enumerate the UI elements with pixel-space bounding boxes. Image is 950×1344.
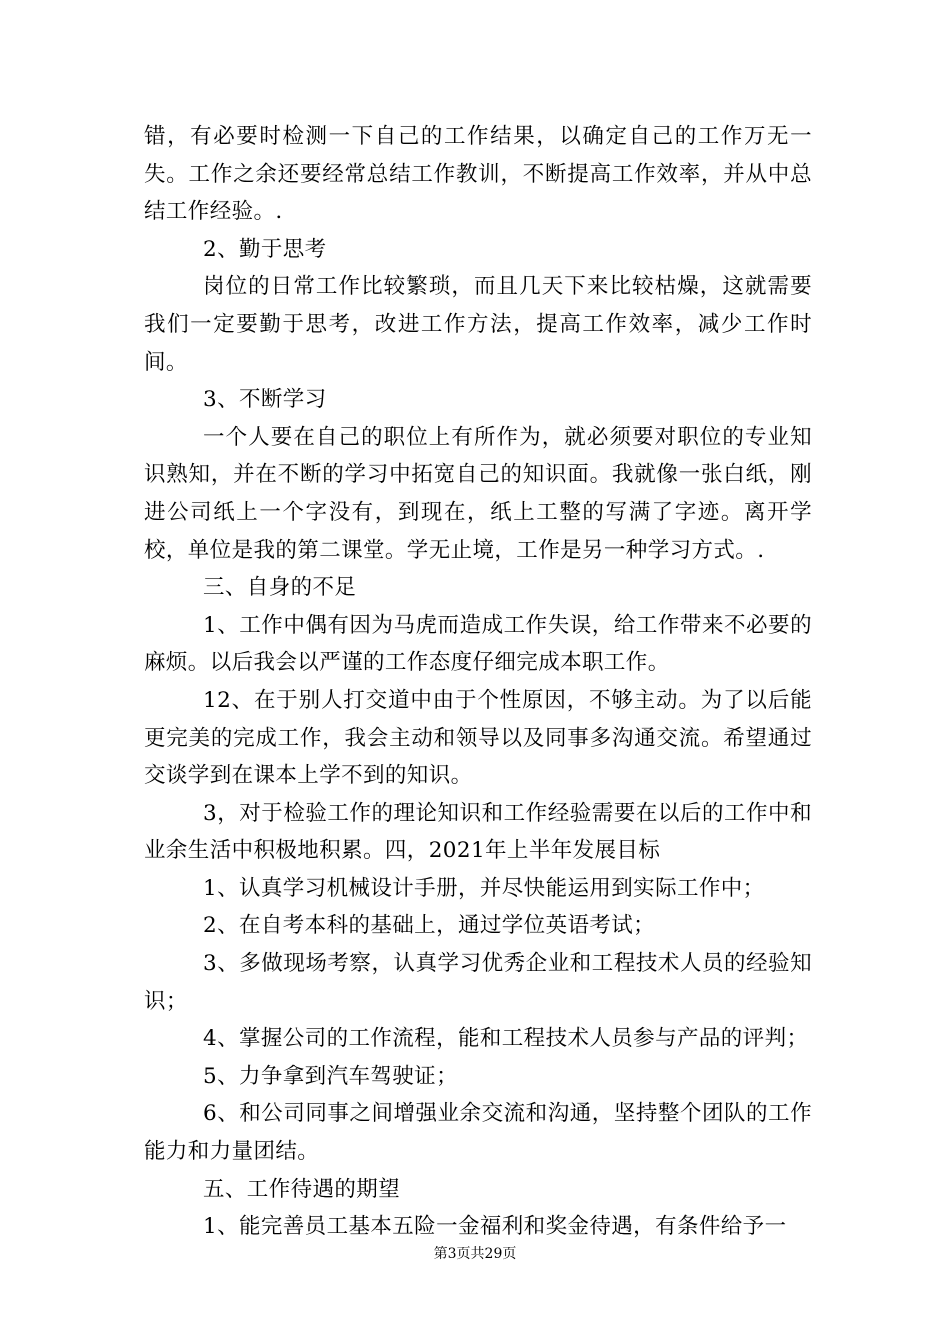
document-body: [144, 118, 812, 1246]
goal-item-2: 2、在自考本科的基础上，通过学位英语考试；: [203, 913, 656, 939]
page-number: 第3页共29页: [433, 1246, 517, 1262]
heading-shortcomings: 三、自身的不足: [203, 575, 357, 601]
goal-item-1: 1、认真学习机械设计手册，并尽快能运用到实际工作中；: [203, 875, 765, 901]
paragraph-shortcoming-1: 1、工作中偶有因为马虎而造成工作失误，给工作带来不必要的麻烦。以后我会以严谨的工作态度仔细完成本职工作。: [144, 612, 812, 676]
heading-think-diligently: 2、勤于思考: [203, 236, 327, 262]
paragraph-think-diligently: 岗位的日常工作比较繁琐，而且几天下来比较枯燥，这就需要我们一定要勤于思考，改进工作方法，提高工作效率，减少工作时间。: [144, 274, 812, 375]
page-footer: [0, 1244, 950, 1264]
goal-item-3: 3、多做现场考察，认真学习优秀企业和工程技术人员的经验知识；: [144, 951, 812, 1014]
paragraph-shortcoming-2: 12、在于别人打交道中由于个性原因，不够主动。为了以后能更完美的完成工作，我会主动和领导以及同事多沟通交流。希望通过交谈学到在课本上学不到的知识。: [144, 687, 812, 789]
goal-item-6: 6、和公司同事之间增强业余交流和沟通，坚持整个团队的工作能力和力量团结。: [144, 1101, 812, 1165]
paragraph-shortcoming-3: 3，对于检验工作的理论知识和工作经验需要在以后的工作中和业余生活中积极地积累。四，2021年上半年发展目标: [144, 800, 812, 864]
paragraph-salary-expectation-1: 1、能完善员工基本五险一金福利和奖金待遇，有条件给予一: [203, 1214, 787, 1240]
heading-keep-learning: 3、不断学习: [203, 387, 327, 413]
heading-salary-expectations: 五、工作待遇的期望: [203, 1176, 401, 1202]
goal-item-4: 4、掌握公司的工作流程，能和工程技术人员参与产品的评判；: [203, 1026, 809, 1052]
paragraph-work-result-check: 错，有必要时检测一下自己的工作结果，以确定自己的工作万无一失。工作之余还要经常总结工作教训，不断提高工作效率，并从中总结工作经验。.: [144, 124, 812, 225]
goal-item-5: 5、力争拿到汽车驾驶证；: [203, 1063, 458, 1089]
paragraph-keep-learning: 一个人要在自己的职位上有所作为，就必须要对职位的专业知识熟知，并在不断的学习中拓宽自己的知识面。我就像一张白纸，刚进公司纸上一个字没有，到现在，纸上工整的写满了字迹。离开学校，单位是我的第二课堂。学无止境，工作是另一种学习方式。.: [144, 424, 812, 563]
